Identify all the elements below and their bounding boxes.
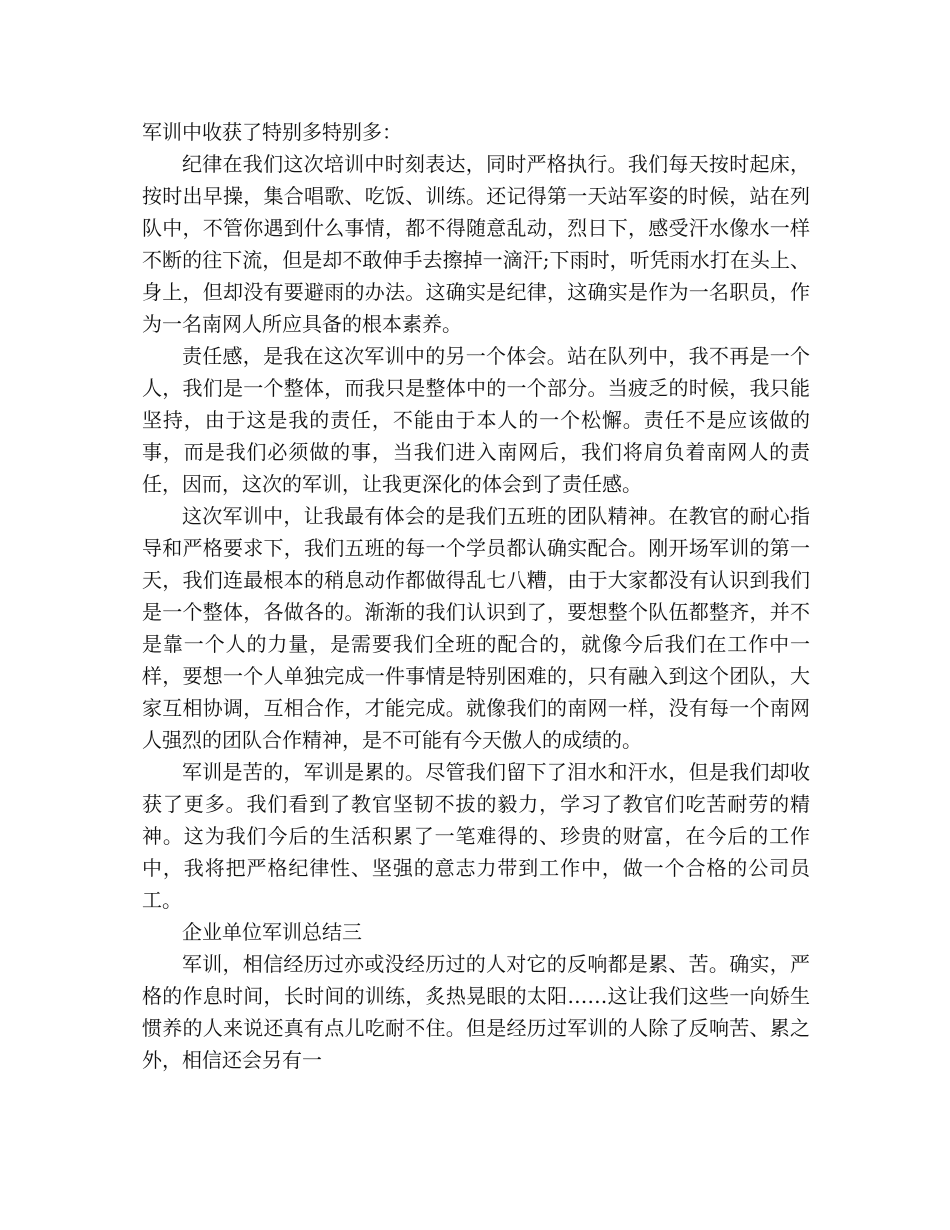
section-heading: 企业单位军训总结三 [182,920,362,944]
paragraph-hardship: 军训是苦的，军训是累的。尽管我们留下了泪水和汗水，但是我们却收获了更多。我们看到了教官坚韧不拔的毅力，学习了教官们吃苦耐劳的精神。这为我们今后的生活积累了一笔难得的、珍贵的财富，在今后的工作中，我将把严格纪律性、坚强的意志力带到工作中，做一个合格的公司员工。 [142,760,810,912]
paragraph-teamwork: 这次军训中，让我最有体会的是我们五班的团队精神。在教官的耐心指导和严格要求下，我们五班的每一个学员都认确实配合。刚开场军训的第一天，我们连最根本的稍息动作都做得乱七八糟，由于大家都没有认识到我们是一个整体，各做各的。渐渐的我们认识到了，要想整个队伍都整齐，并不是靠一个人的力量，是需要我们全班的配合的，就像今后我们在工作中一样，要想一个人单独完成一件事情是特别困难的，只有融入到这个团队，大家互相协调，互相合作，才能完成。就像我们的南网一样，没有每一个南网人强烈的团队合作精神，是不可能有今天傲人的成绩的。 [142,504,810,752]
document-body [142,116,810,1076]
paragraph-discipline: 纪律在我们这次培训中时刻表达，同时严格执行。我们每天按时起床，按时出早操，集合唱歌、吃饭、训练。还记得第一天站军姿的时候，站在列队中，不管你遇到什么事情，都不得随意乱动，烈日下，感受汗水像水一样不断的往下流，但是却不敢伸手去擦掉一滴汗;下雨时，听凭雨水打在头上、身上，但却没有要避雨的办法。这确实是纪律，这确实是作为一名职员，作为一名南网人所应具备的根本素养。 [142,152,810,336]
paragraph-intro: 军训中收获了特别多特别多： [142,120,402,144]
paragraph-summary-three: 军训，相信经历过亦或没经历过的人对它的反响都是累、苦。确实，严格的作息时间，长时间的训练，炙热晃眼的太阳……这让我们这些一向娇生惯养的人来说还真有点儿吃耐不住。但是经历过军训的人除了反响苦、累之外，相信还会另有一 [142,952,810,1072]
paragraph-responsibility: 责任感，是我在这次军训中的另一个体会。站在队列中，我不再是一个人，我们是一个整体，而我只是整体中的一个部分。当疲乏的时候，我只能坚持，由于这是我的责任，不能由于本人的一个松懈。责任不是应该做的事，而是我们必须做的事，当我们进入南网后，我们将肩负着南网人的责任，因而，这次的军训，让我更深化的体会到了责任感。 [142,344,810,496]
